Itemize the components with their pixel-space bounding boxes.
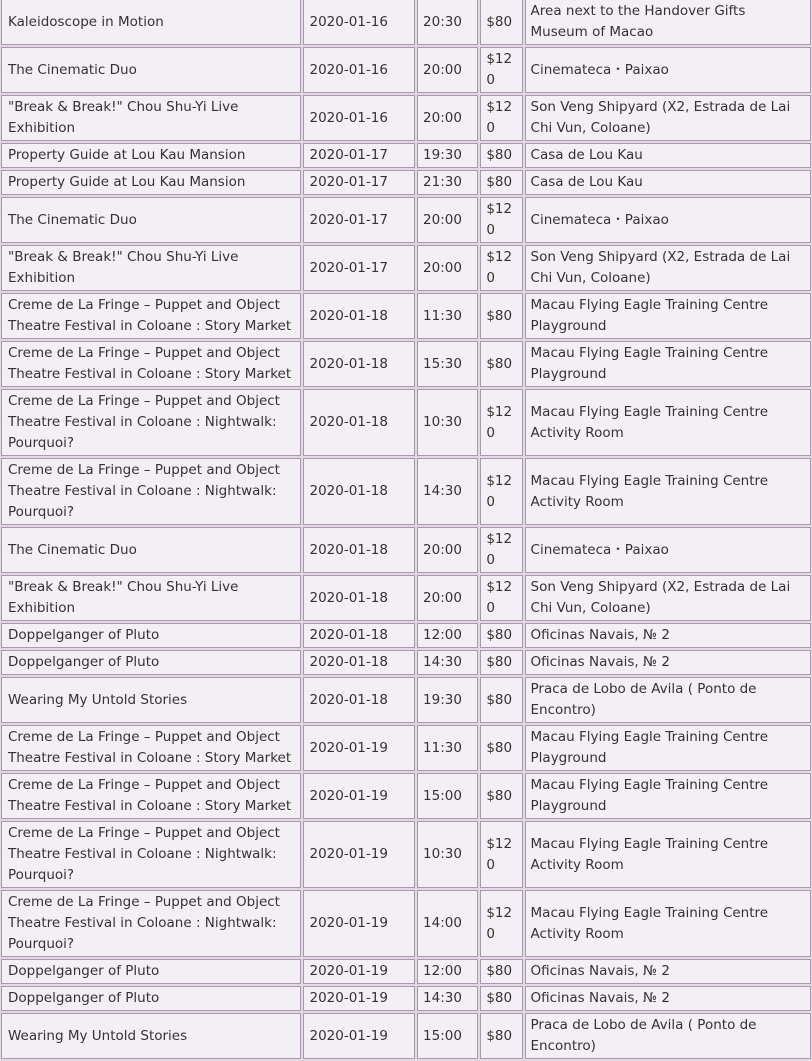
price-cell: $80	[480, 650, 522, 675]
venue-cell: Praca de Lobo de Avila ( Ponto de Encontro)	[525, 677, 811, 723]
price-cell: $120	[480, 527, 522, 573]
venue-cell: Cinemateca・Paixao	[525, 47, 811, 93]
date-cell: 2020-01-16	[303, 0, 415, 45]
show-title-cell: Creme de La Fringe – Puppet and Object Theatre Festival in Coloane : Nightwalk: Pourquoi?	[1, 890, 301, 957]
table-row	[1, 986, 811, 1011]
venue-cell: Oficinas Navais, № 2	[525, 623, 811, 648]
venue-cell: Area next to the Handover Gifts Museum of Macao	[525, 0, 811, 45]
price-cell: $120	[480, 95, 522, 141]
date-cell: 2020-01-19	[303, 1013, 415, 1059]
time-cell: 15:00	[417, 1013, 478, 1059]
price-cell: $120	[480, 47, 522, 93]
venue-cell: Cinemateca・Paixao	[525, 197, 811, 243]
price-cell: $120	[480, 389, 522, 456]
table-row	[1, 890, 811, 957]
date-cell: 2020-01-18	[303, 341, 415, 387]
date-cell: 2020-01-16	[303, 47, 415, 93]
show-title-cell: Creme de La Fringe – Puppet and Object Theatre Festival in Coloane : Story Market	[1, 341, 301, 387]
table-row	[1, 245, 811, 291]
table-row	[1, 1013, 811, 1059]
table-row	[1, 47, 811, 93]
show-title-cell: The Cinematic Duo	[1, 527, 301, 573]
date-cell: 2020-01-18	[303, 527, 415, 573]
price-cell: $80	[480, 143, 522, 168]
venue-cell: Son Veng Shipyard (X2, Estrada de Lai Chi Vun, Coloane)	[525, 245, 811, 291]
table-row	[1, 341, 811, 387]
price-cell: $120	[480, 890, 522, 957]
date-cell: 2020-01-17	[303, 170, 415, 195]
table-row	[1, 458, 811, 525]
date-cell: 2020-01-16	[303, 95, 415, 141]
venue-cell: Macau Flying Eagle Training Centre Activity Room	[525, 821, 811, 888]
time-cell: 12:00	[417, 959, 478, 984]
date-cell: 2020-01-18	[303, 575, 415, 621]
time-cell: 11:30	[417, 293, 478, 339]
price-cell: $80	[480, 1013, 522, 1059]
price-cell: $120	[480, 575, 522, 621]
venue-cell: Oficinas Navais, № 2	[525, 650, 811, 675]
venue-cell: Macau Flying Eagle Training Centre Activity Room	[525, 458, 811, 525]
show-title-cell: "Break & Break!" Chou Shu-Yi Live Exhibition	[1, 95, 301, 141]
price-cell: $120	[480, 821, 522, 888]
venue-cell: Macau Flying Eagle Training Centre Activity Room	[525, 890, 811, 957]
show-title-cell: Kaleidoscope in Motion	[1, 0, 301, 45]
show-title-cell: The Cinematic Duo	[1, 47, 301, 93]
time-cell: 10:30	[417, 821, 478, 888]
show-title-cell: "Break & Break!" Chou Shu-Yi Live Exhibition	[1, 245, 301, 291]
venue-cell: Casa de Lou Kau	[525, 143, 811, 168]
price-cell: $80	[480, 725, 522, 771]
show-title-cell: Creme de La Fringe – Puppet and Object Theatre Festival in Coloane : Nightwalk: Pourquoi?	[1, 821, 301, 888]
show-title-cell: Doppelganger of Pluto	[1, 959, 301, 984]
date-cell: 2020-01-18	[303, 389, 415, 456]
show-title-cell: "Break & Break!" Chou Shu-Yi Live Exhibition	[1, 575, 301, 621]
venue-cell: Son Veng Shipyard (X2, Estrada de Lai Chi Vun, Coloane)	[525, 575, 811, 621]
price-cell: $80	[480, 293, 522, 339]
date-cell: 2020-01-19	[303, 773, 415, 819]
table-row	[1, 527, 811, 573]
table-row	[1, 650, 811, 675]
time-cell: 20:00	[417, 527, 478, 573]
table-row	[1, 197, 811, 243]
date-cell: 2020-01-18	[303, 677, 415, 723]
show-title-cell: Creme de La Fringe – Puppet and Object Theatre Festival in Coloane : Story Market	[1, 725, 301, 771]
show-title-cell: The Cinematic Duo	[1, 197, 301, 243]
date-cell: 2020-01-19	[303, 890, 415, 957]
show-title-cell: Wearing My Untold Stories	[1, 677, 301, 723]
price-cell: $80	[480, 677, 522, 723]
price-cell: $80	[480, 773, 522, 819]
table-row	[1, 0, 811, 45]
table-row	[1, 677, 811, 723]
date-cell: 2020-01-19	[303, 959, 415, 984]
time-cell: 20:00	[417, 95, 478, 141]
price-cell: $80	[480, 959, 522, 984]
venue-cell: Macau Flying Eagle Training Centre Playground	[525, 293, 811, 339]
venue-cell: Oficinas Navais, № 2	[525, 959, 811, 984]
time-cell: 15:00	[417, 773, 478, 819]
schedule-table-body	[1, 0, 811, 1059]
date-cell: 2020-01-18	[303, 623, 415, 648]
price-cell: $80	[480, 0, 522, 45]
venue-cell: Son Veng Shipyard (X2, Estrada de Lai Chi Vun, Coloane)	[525, 95, 811, 141]
table-row	[1, 143, 811, 168]
time-cell: 15:30	[417, 341, 478, 387]
table-row	[1, 773, 811, 819]
date-cell: 2020-01-18	[303, 458, 415, 525]
time-cell: 20:00	[417, 575, 478, 621]
date-cell: 2020-01-17	[303, 197, 415, 243]
venue-cell: Praca de Lobo de Avila ( Ponto de Encontro)	[525, 1013, 811, 1059]
table-row	[1, 821, 811, 888]
venue-cell: Casa de Lou Kau	[525, 170, 811, 195]
time-cell: 11:30	[417, 725, 478, 771]
time-cell: 10:30	[417, 389, 478, 456]
time-cell: 14:30	[417, 986, 478, 1011]
show-title-cell: Wearing My Untold Stories	[1, 1013, 301, 1059]
price-cell: $80	[480, 623, 522, 648]
show-title-cell: Doppelganger of Pluto	[1, 623, 301, 648]
price-cell: $120	[480, 245, 522, 291]
venue-cell: Macau Flying Eagle Training Centre Activity Room	[525, 389, 811, 456]
venue-cell: Macau Flying Eagle Training Centre Playground	[525, 773, 811, 819]
show-title-cell: Property Guide at Lou Kau Mansion	[1, 143, 301, 168]
date-cell: 2020-01-18	[303, 650, 415, 675]
price-cell: $80	[480, 986, 522, 1011]
date-cell: 2020-01-19	[303, 821, 415, 888]
show-title-cell: Creme de La Fringe – Puppet and Object Theatre Festival in Coloane : Story Market	[1, 293, 301, 339]
show-title-cell: Doppelganger of Pluto	[1, 986, 301, 1011]
date-cell: 2020-01-18	[303, 293, 415, 339]
time-cell: 14:00	[417, 890, 478, 957]
table-row	[1, 725, 811, 771]
time-cell: 21:30	[417, 170, 478, 195]
time-cell: 12:00	[417, 623, 478, 648]
price-cell: $120	[480, 458, 522, 525]
time-cell: 20:30	[417, 0, 478, 45]
time-cell: 14:30	[417, 458, 478, 525]
time-cell: 19:30	[417, 677, 478, 723]
price-cell: $120	[480, 197, 522, 243]
date-cell: 2020-01-17	[303, 245, 415, 291]
table-row	[1, 623, 811, 648]
venue-cell: Oficinas Navais, № 2	[525, 986, 811, 1011]
venue-cell: Cinemateca・Paixao	[525, 527, 811, 573]
show-title-cell: Creme de La Fringe – Puppet and Object Theatre Festival in Coloane : Story Market	[1, 773, 301, 819]
time-cell: 19:30	[417, 143, 478, 168]
time-cell: 20:00	[417, 245, 478, 291]
table-row	[1, 389, 811, 456]
show-title-cell: Property Guide at Lou Kau Mansion	[1, 170, 301, 195]
time-cell: 20:00	[417, 47, 478, 93]
venue-cell: Macau Flying Eagle Training Centre Playground	[525, 341, 811, 387]
table-row	[1, 575, 811, 621]
date-cell: 2020-01-19	[303, 725, 415, 771]
time-cell: 20:00	[417, 197, 478, 243]
show-title-cell: Creme de La Fringe – Puppet and Object Theatre Festival in Coloane : Nightwalk: Pourquoi?	[1, 389, 301, 456]
table-row	[1, 95, 811, 141]
show-title-cell: Doppelganger of Pluto	[1, 650, 301, 675]
venue-cell: Macau Flying Eagle Training Centre Playground	[525, 725, 811, 771]
table-row	[1, 170, 811, 195]
date-cell: 2020-01-17	[303, 143, 415, 168]
price-cell: $80	[480, 170, 522, 195]
time-cell: 14:30	[417, 650, 478, 675]
price-cell: $80	[480, 341, 522, 387]
show-title-cell: Creme de La Fringe – Puppet and Object Theatre Festival in Coloane : Nightwalk: Pourquoi?	[1, 458, 301, 525]
table-row	[1, 293, 811, 339]
date-cell: 2020-01-19	[303, 986, 415, 1011]
table-row	[1, 959, 811, 984]
